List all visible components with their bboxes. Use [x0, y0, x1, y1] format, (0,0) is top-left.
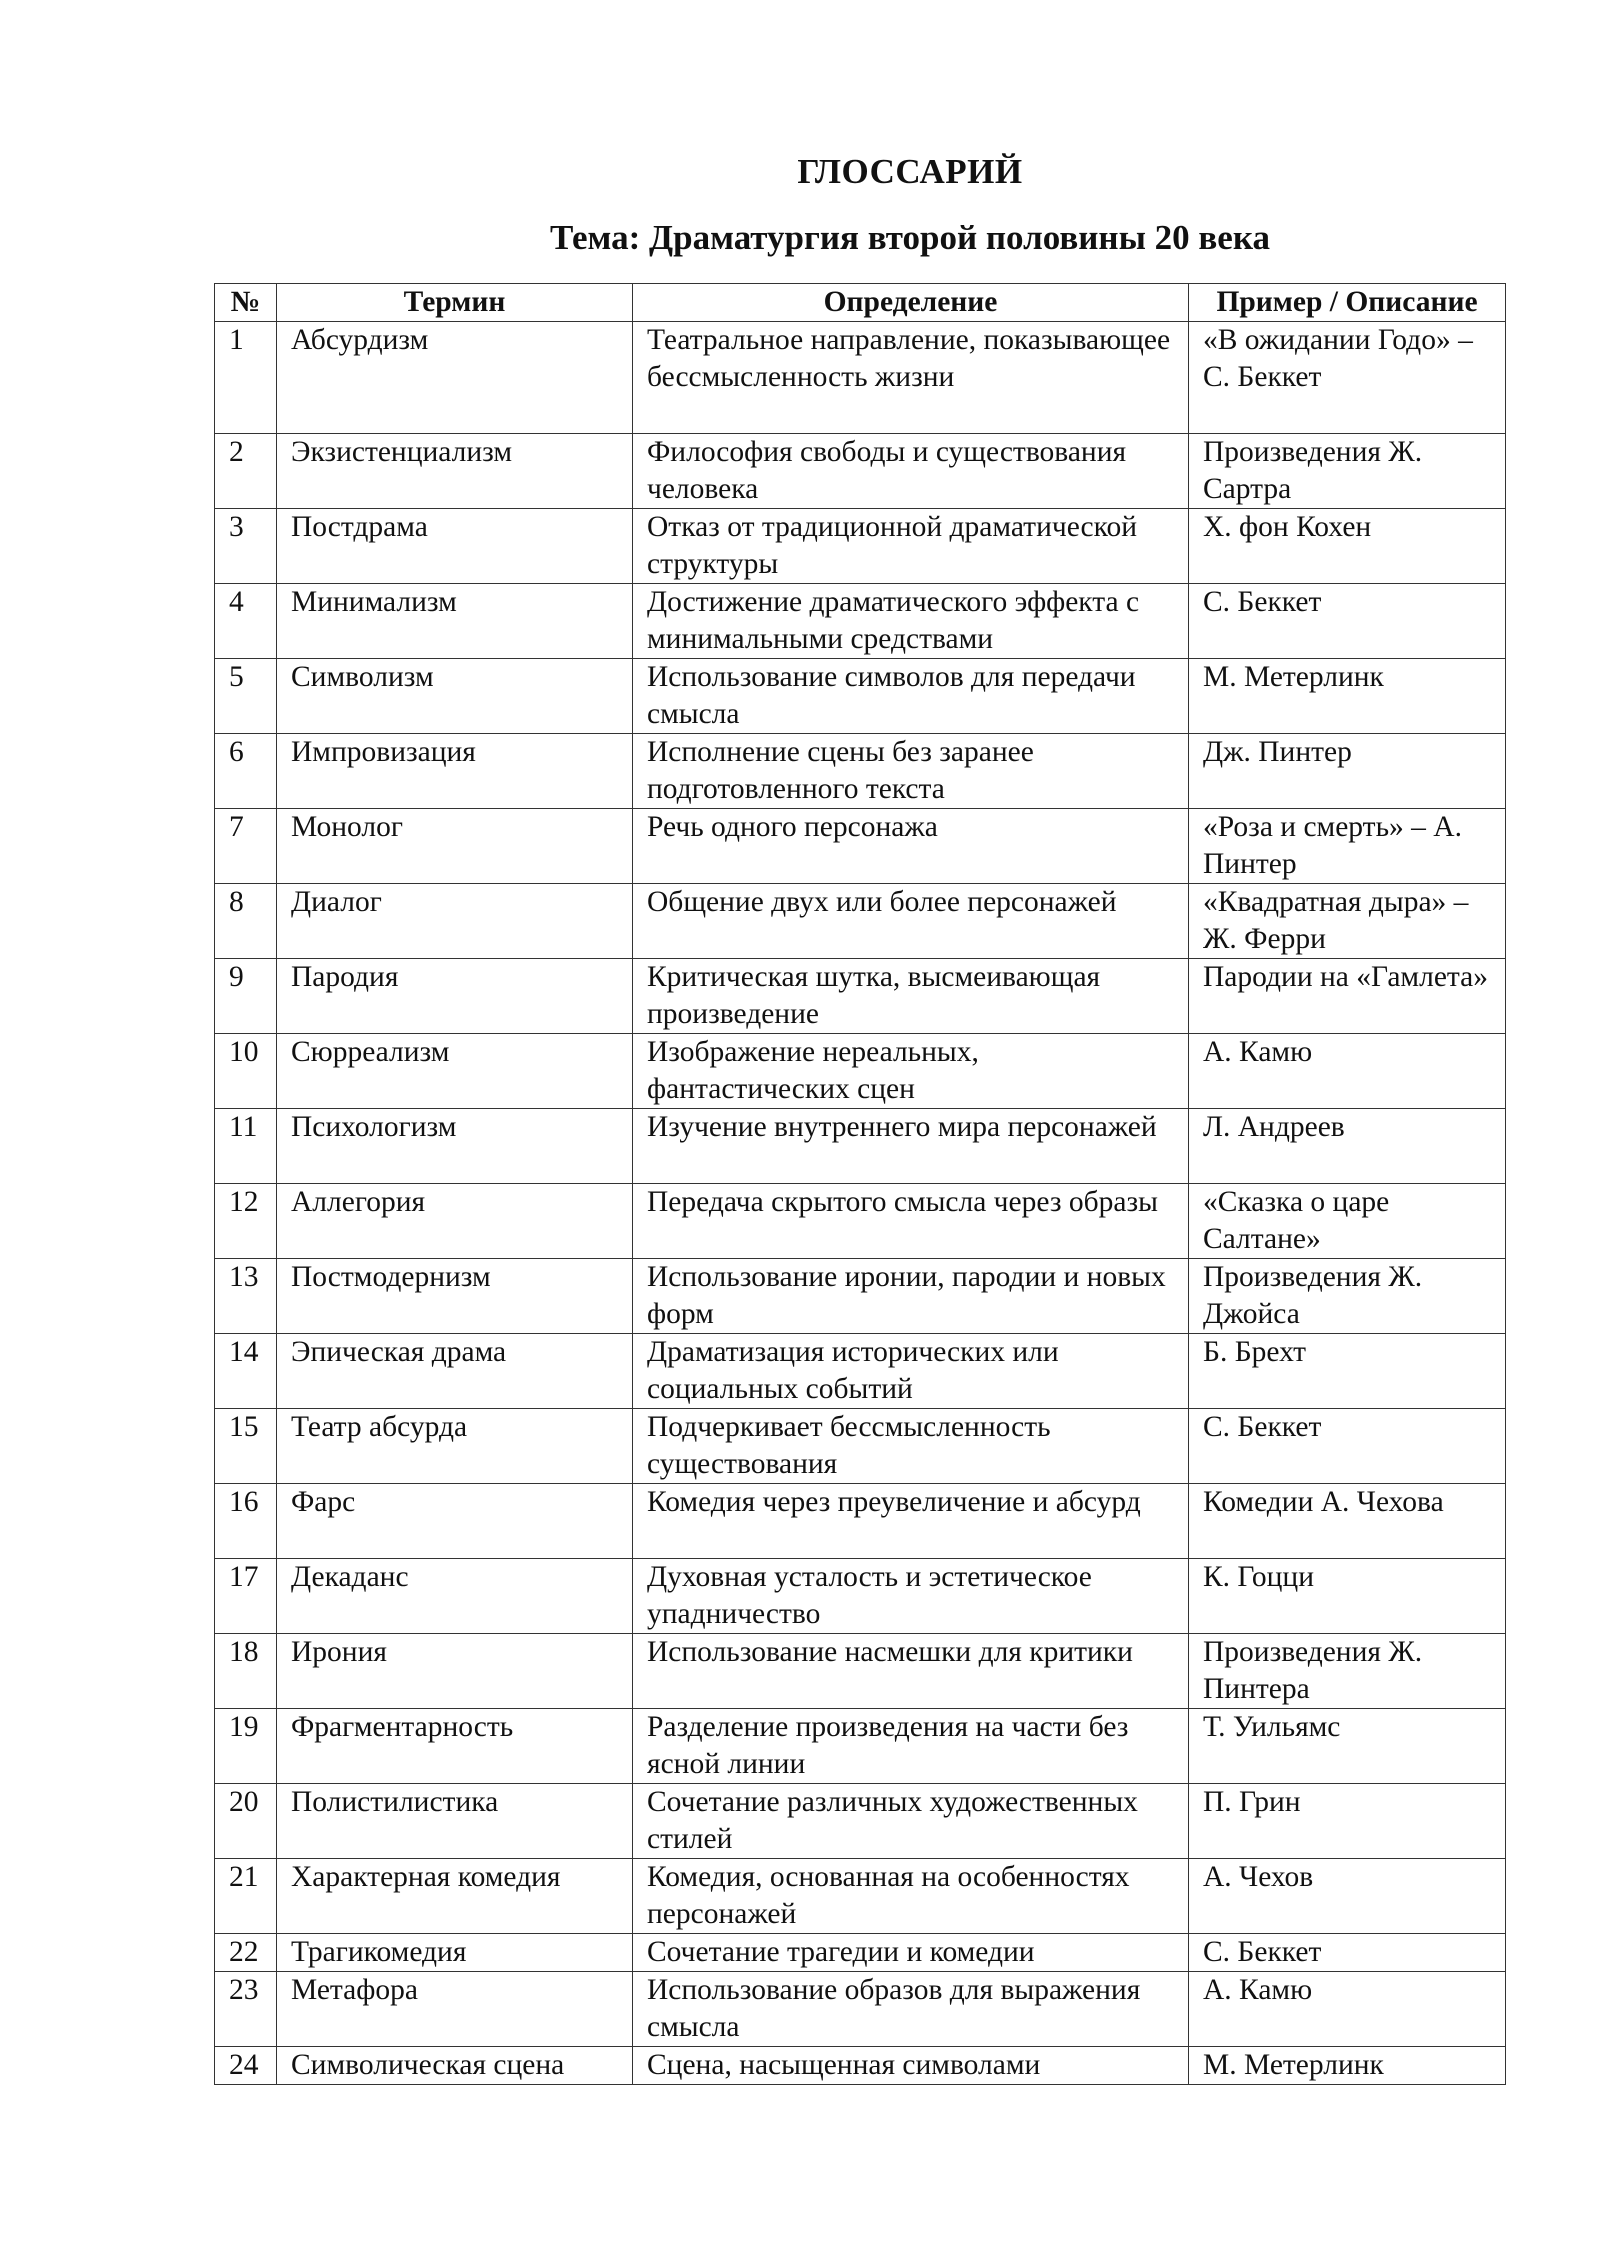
header-term: Термин [277, 284, 633, 322]
row-definition: Философия свободы и существования человека [633, 434, 1189, 509]
row-term: Ирония [277, 1634, 633, 1709]
row-term: Пародия [277, 959, 633, 1034]
glossary-table [214, 283, 1506, 2085]
row-definition: Сцена, насыщенная символами [633, 2047, 1189, 2085]
row-example: Х. фон Кохен [1189, 509, 1506, 584]
row-number: 9 [215, 959, 277, 1034]
row-example: С. Беккет [1189, 1934, 1506, 1972]
row-term: Фарс [277, 1484, 633, 1559]
row-number: 2 [215, 434, 277, 509]
row-term: Трагикомедия [277, 1934, 633, 1972]
row-term: Аллегория [277, 1184, 633, 1259]
row-example: М. Метерлинк [1189, 2047, 1506, 2085]
row-number: 5 [215, 659, 277, 734]
row-example: Произведения Ж. Пинтера [1189, 1634, 1506, 1709]
row-definition: Общение двух или более персонажей [633, 884, 1189, 959]
table-row [215, 1259, 1506, 1334]
table-row [215, 959, 1506, 1034]
row-number: 1 [215, 322, 277, 434]
table-row [215, 1634, 1506, 1709]
row-term: Монолог [277, 809, 633, 884]
row-term: Метафора [277, 1972, 633, 2047]
row-term: Импровизация [277, 734, 633, 809]
row-definition: Комедия, основанная на особенностях персонажей [633, 1859, 1189, 1934]
row-definition: Использование символов для передачи смысла [633, 659, 1189, 734]
row-term: Полистилистика [277, 1784, 633, 1859]
row-example: Произведения Ж. Сартра [1189, 434, 1506, 509]
row-number: 18 [215, 1634, 277, 1709]
row-number: 11 [215, 1109, 277, 1184]
table-row [215, 1184, 1506, 1259]
row-term: Фрагментарность [277, 1709, 633, 1784]
table-row [215, 1972, 1506, 2047]
row-term: Символическая сцена [277, 2047, 633, 2085]
row-definition: Достижение драматического эффекта с минимальными средствами [633, 584, 1189, 659]
row-definition: Драматизация исторических или социальных событий [633, 1334, 1189, 1409]
row-number: 24 [215, 2047, 277, 2085]
row-example: Дж. Пинтер [1189, 734, 1506, 809]
row-term: Театр абсурда [277, 1409, 633, 1484]
row-definition: Разделение произведения на части без ясной линии [633, 1709, 1189, 1784]
table-row [215, 1034, 1506, 1109]
table-row [215, 2047, 1506, 2085]
row-number: 16 [215, 1484, 277, 1559]
row-number: 17 [215, 1559, 277, 1634]
row-definition: Сочетание различных художественных стилей [633, 1784, 1189, 1859]
row-example: Комедии А. Чехова [1189, 1484, 1506, 1559]
row-example: Б. Брехт [1189, 1334, 1506, 1409]
table-row [215, 809, 1506, 884]
row-term: Экзистенциализм [277, 434, 633, 509]
row-definition: Духовная усталость и эстетическое упадничество [633, 1559, 1189, 1634]
row-number: 12 [215, 1184, 277, 1259]
table-header-row [215, 284, 1506, 322]
row-definition: Комедия через преувеличение и абсурд [633, 1484, 1189, 1559]
row-definition: Театральное направление, показывающее бессмысленность жизни [633, 322, 1189, 434]
row-term: Диалог [277, 884, 633, 959]
row-definition: Речь одного персонажа [633, 809, 1189, 884]
row-definition: Критическая шутка, высмеивающая произведение [633, 959, 1189, 1034]
table-row [215, 1559, 1506, 1634]
table-row [215, 884, 1506, 959]
table-row [215, 509, 1506, 584]
row-definition: Отказ от традиционной драматической структуры [633, 509, 1189, 584]
row-example: А. Камю [1189, 1034, 1506, 1109]
table-row [215, 659, 1506, 734]
table-row [215, 1109, 1506, 1184]
row-number: 6 [215, 734, 277, 809]
table-row [215, 1784, 1506, 1859]
table-row [215, 1859, 1506, 1934]
row-definition: Изображение нереальных, фантастических сцен [633, 1034, 1189, 1109]
row-number: 7 [215, 809, 277, 884]
row-example: П. Грин [1189, 1784, 1506, 1859]
row-number: 20 [215, 1784, 277, 1859]
row-definition: Использование образов для выражения смысла [633, 1972, 1189, 2047]
row-term: Минимализм [277, 584, 633, 659]
row-example: А. Чехов [1189, 1859, 1506, 1934]
row-example: «Роза и смерть» – А. Пинтер [1189, 809, 1506, 884]
row-number: 8 [215, 884, 277, 959]
row-number: 22 [215, 1934, 277, 1972]
table-row [215, 584, 1506, 659]
row-example: С. Беккет [1189, 1409, 1506, 1484]
row-definition: Исполнение сцены без заранее подготовленного текста [633, 734, 1189, 809]
table-row [215, 734, 1506, 809]
row-example: С. Беккет [1189, 584, 1506, 659]
row-definition: Передача скрытого смысла через образы [633, 1184, 1189, 1259]
row-term: Сюрреализм [277, 1034, 633, 1109]
row-definition: Подчеркивает бессмысленность существования [633, 1409, 1189, 1484]
row-number: 3 [215, 509, 277, 584]
row-term: Абсурдизм [277, 322, 633, 434]
row-definition: Использование иронии, пародии и новых форм [633, 1259, 1189, 1334]
table-row [215, 1484, 1506, 1559]
table-row [215, 1709, 1506, 1784]
row-number: 4 [215, 584, 277, 659]
row-term: Постмодернизм [277, 1259, 633, 1334]
row-example: А. Камю [1189, 1972, 1506, 2047]
row-definition: Изучение внутреннего мира персонажей [633, 1109, 1189, 1184]
row-example: Пародии на «Гамлета» [1189, 959, 1506, 1034]
row-example: Произведения Ж. Джойса [1189, 1259, 1506, 1334]
row-number: 15 [215, 1409, 277, 1484]
row-term: Постдрама [277, 509, 633, 584]
row-example: «В ожидании Годо» – С. Беккет [1189, 322, 1506, 434]
row-term: Характерная комедия [277, 1859, 633, 1934]
header-example: Пример / Описание [1189, 284, 1506, 322]
row-term: Декаданс [277, 1559, 633, 1634]
row-number: 23 [215, 1972, 277, 2047]
row-number: 10 [215, 1034, 277, 1109]
row-number: 13 [215, 1259, 277, 1334]
header-definition: Определение [633, 284, 1189, 322]
row-example: Т. Уильямс [1189, 1709, 1506, 1784]
row-number: 19 [215, 1709, 277, 1784]
row-number: 14 [215, 1334, 277, 1409]
row-example: К. Гоцци [1189, 1559, 1506, 1634]
row-definition: Сочетание трагедии и комедии [633, 1934, 1189, 1972]
row-term: Психологизм [277, 1109, 633, 1184]
row-term: Символизм [277, 659, 633, 734]
row-term: Эпическая драма [277, 1334, 633, 1409]
document-title: ГЛОССАРИЙ [797, 152, 1023, 191]
document-subtitle: Тема: Драматургия второй половины 20 века [550, 218, 1270, 257]
row-number: 21 [215, 1859, 277, 1934]
table-row [215, 1934, 1506, 1972]
table-row [215, 1334, 1506, 1409]
row-example: М. Метерлинк [1189, 659, 1506, 734]
header-number: № [215, 284, 277, 322]
row-definition: Использование насмешки для критики [633, 1634, 1189, 1709]
row-example: «Сказка о царе Салтане» [1189, 1184, 1506, 1259]
row-example: Л. Андреев [1189, 1109, 1506, 1184]
table-row [215, 322, 1506, 434]
row-example: «Квадратная дыра» – Ж. Ферри [1189, 884, 1506, 959]
table-row [215, 1409, 1506, 1484]
table-row [215, 434, 1506, 509]
